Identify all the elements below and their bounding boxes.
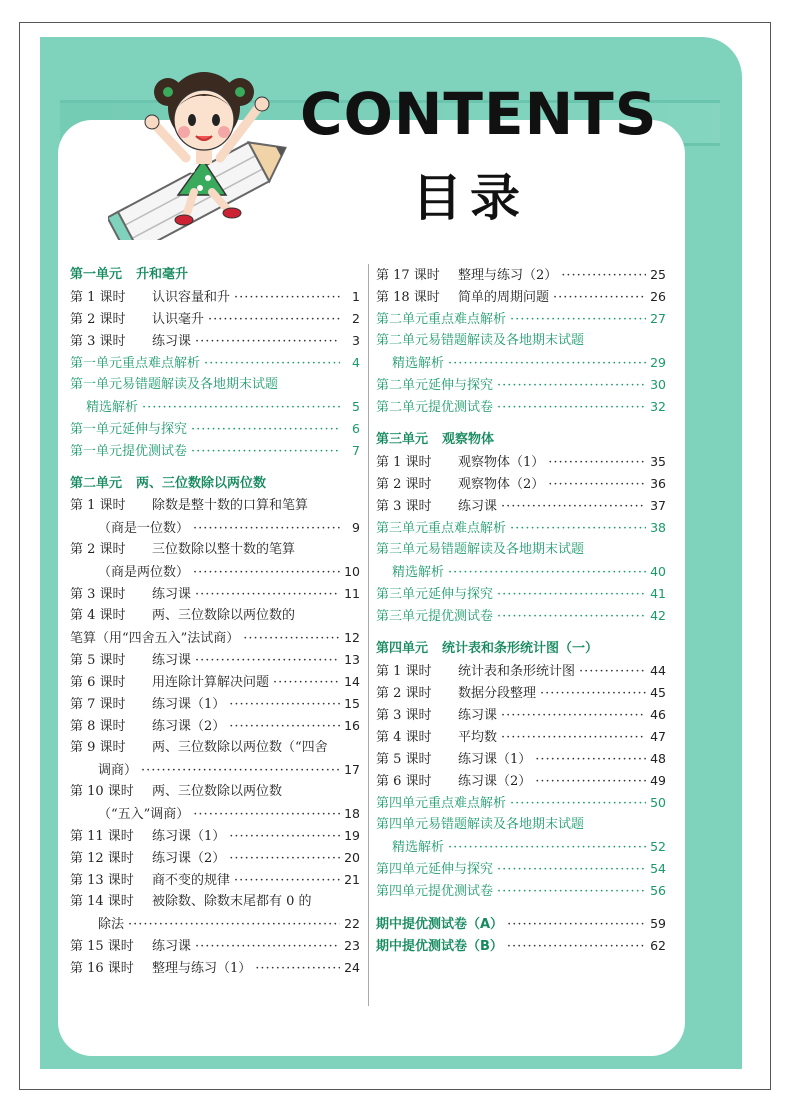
toc-lesson-entry[interactable] <box>376 748 666 770</box>
dot-leader <box>142 397 340 419</box>
toc-review-entry[interactable] <box>376 396 666 418</box>
toc-entry-title: 精选解析 <box>392 565 445 580</box>
toc-entry-title: 认识容量和升 <box>152 290 231 305</box>
toc-entry-title: 调商） <box>98 763 138 778</box>
toc-entry-title: 两、三位数除以两位数 <box>136 476 267 491</box>
toc-lesson-entry[interactable] <box>376 682 666 704</box>
toc-page-number: 50 <box>650 795 666 810</box>
toc-entry-title: 第三单元重点难点解析 <box>376 521 507 536</box>
toc-unit-heading <box>70 264 360 286</box>
toc-page-number: 40 <box>650 564 666 579</box>
dot-leader <box>243 628 340 650</box>
toc-lesson-entry[interactable] <box>70 847 360 869</box>
toc-entry-title: 两、三位数除以两位数 <box>152 784 283 799</box>
toc-entry-continuation[interactable] <box>70 561 360 583</box>
toc-lesson-entry[interactable] <box>70 781 360 803</box>
toc-entry-title: 简单的周期问题 <box>458 290 550 305</box>
dot-leader <box>535 771 646 793</box>
toc-entry-label: 第 5 课时 <box>376 752 432 767</box>
toc-entry-label: 第 6 课时 <box>376 774 432 789</box>
toc-lesson-entry[interactable] <box>70 935 360 957</box>
toc-entry-title: 练习课 <box>152 334 192 349</box>
dot-leader <box>204 353 340 375</box>
toc-entry-label: 第 7 课时 <box>70 697 126 712</box>
toc-page-number: 29 <box>650 355 666 370</box>
toc-page-number: 52 <box>650 839 666 854</box>
toc-page-number: 42 <box>650 608 666 623</box>
toc-entry-label: 第 12 课时 <box>70 851 134 866</box>
toc-entry-title: 练习课（2） <box>152 851 226 866</box>
toc-lesson-entry[interactable] <box>70 891 360 913</box>
toc-review-entry[interactable] <box>376 583 666 605</box>
toc-review-entry[interactable] <box>70 418 360 440</box>
toc-entry-title: 第四单元提优测试卷 <box>376 884 494 899</box>
toc-entry-title: 第一单元重点难点解析 <box>70 356 201 371</box>
toc-entry-label: 第 2 课时 <box>70 542 126 557</box>
toc-page-number: 41 <box>650 586 666 601</box>
toc-entry-title: 观察物体（2） <box>458 477 545 492</box>
toc-entry-title: 第四单元易错题解读及各地期末试题 <box>376 817 585 832</box>
toc-entry-label: 第 1 课时 <box>70 498 126 513</box>
toc-review-entry[interactable] <box>376 517 666 539</box>
dot-leader <box>535 749 646 771</box>
toc-entry-label: 第 16 课时 <box>70 961 134 976</box>
toc-entry-label: 第 9 课时 <box>70 740 126 755</box>
toc-lesson-entry[interactable] <box>70 286 360 308</box>
toc-entry-title: 第二单元提优测试卷 <box>376 400 494 415</box>
toc-entry-title: 期中提优测试卷（B） <box>376 939 503 954</box>
dot-leader <box>553 287 646 309</box>
toc-page-number: 26 <box>650 289 666 304</box>
toc-entry-title: 第三单元易错题解读及各地期末试题 <box>376 542 585 557</box>
toc-entry-title: 练习课 <box>458 499 498 514</box>
dot-leader <box>507 936 646 958</box>
toc-page-number: 59 <box>650 916 666 931</box>
toc-entry-label: 第 4 课时 <box>70 608 126 623</box>
dot-leader <box>229 848 340 870</box>
toc-left-column <box>70 264 360 979</box>
dot-leader <box>548 452 646 474</box>
toc-page-number: 35 <box>650 454 666 469</box>
toc-entry-continuation[interactable] <box>70 627 360 649</box>
toc-page-number: 9 <box>352 520 360 535</box>
dot-leader <box>128 914 340 936</box>
toc-entry-label: 第 4 课时 <box>376 730 432 745</box>
toc-entry-title: 被除数、除数末尾都有 0 的 <box>152 894 312 909</box>
toc-entry-label: 第一单元 <box>70 267 123 282</box>
dot-leader <box>497 606 646 628</box>
toc-entry-title: 第二单元重点难点解析 <box>376 312 507 327</box>
toc-entry-label: 第 1 课时 <box>376 664 432 679</box>
dot-leader <box>191 441 340 463</box>
toc-entry-title: 练习课 <box>152 939 192 954</box>
toc-lesson-entry[interactable] <box>376 264 666 286</box>
toc-entry-title: 整理与练习（2） <box>458 268 558 283</box>
toc-review-entry[interactable] <box>376 352 666 374</box>
toc-lesson-entry[interactable] <box>376 495 666 517</box>
toc-entry-title: 观察物体（1） <box>458 455 545 470</box>
toc-entry-title: 第四单元延伸与探究 <box>376 862 494 877</box>
toc-entry-title: 数据分段整理 <box>458 686 537 701</box>
toc-entry-title: 两、三位数除以两位数的 <box>152 608 296 623</box>
dot-leader <box>195 331 340 353</box>
dot-leader <box>448 837 646 859</box>
toc-lesson-entry[interactable] <box>70 671 360 693</box>
toc-entry-label: 第 6 课时 <box>70 675 126 690</box>
toc-entry-title: 精选解析 <box>392 840 445 855</box>
dot-leader <box>234 870 340 892</box>
dot-leader <box>229 716 340 738</box>
toc-lesson-entry[interactable] <box>376 704 666 726</box>
toc-entry-continuation[interactable] <box>70 913 360 935</box>
dot-leader <box>579 661 646 683</box>
toc-review-entry[interactable] <box>376 880 666 902</box>
contents-title-chinese: 目录 <box>412 169 528 227</box>
toc-entry-label: 第 5 课时 <box>70 653 126 668</box>
toc-page-number: 38 <box>650 520 666 535</box>
toc-lesson-entry[interactable] <box>376 726 666 748</box>
dot-leader <box>273 672 340 694</box>
toc-entry-title: 第三单元提优测试卷 <box>376 609 494 624</box>
toc-entry-label: 第三单元 <box>376 432 429 447</box>
toc-page-number: 16 <box>344 718 360 733</box>
toc-page-number: 1 <box>352 289 360 304</box>
toc-entry-label: 第四单元 <box>376 641 429 656</box>
toc-page-number: 14 <box>344 674 360 689</box>
toc-entry-title: 第二单元易错题解读及各地期末试题 <box>376 333 585 348</box>
dot-leader <box>234 287 340 309</box>
toc-unit-heading <box>376 638 666 660</box>
toc-lesson-entry[interactable] <box>70 737 360 759</box>
toc-entry-title: 练习课 <box>152 653 192 668</box>
toc-entry-title: 升和毫升 <box>136 267 189 282</box>
toc-page-number: 4 <box>352 355 360 370</box>
dot-leader <box>497 397 646 419</box>
toc-entry-continuation[interactable] <box>70 759 360 781</box>
toc-entry-title: 精选解析 <box>392 356 445 371</box>
dot-leader <box>540 683 646 705</box>
dot-leader <box>548 474 646 496</box>
toc-entry-title: 两、三位数除以两位数（“四舍 <box>152 740 328 755</box>
toc-lesson-entry[interactable] <box>70 330 360 352</box>
dot-leader <box>193 562 340 584</box>
toc-entry-title: 练习课（2） <box>152 719 226 734</box>
toc-page-number: 21 <box>344 872 360 887</box>
dot-leader <box>195 584 340 606</box>
toc-page-number: 27 <box>650 311 666 326</box>
toc-page-number: 46 <box>650 707 666 722</box>
toc-entry-label: 第 3 课时 <box>70 334 126 349</box>
toc-page-number: 15 <box>344 696 360 711</box>
toc-right-column <box>376 264 666 957</box>
toc-entry-title: 练习课（1） <box>458 752 532 767</box>
dot-leader <box>510 309 646 331</box>
toc-entry-title: 精选解析 <box>86 400 139 415</box>
toc-entry-label: 第 14 课时 <box>70 894 134 909</box>
dot-leader <box>448 353 646 375</box>
toc-entry-title: 用连除计算解决问题 <box>152 675 270 690</box>
girl-on-pencil-illustration <box>108 30 298 240</box>
toc-page-number: 44 <box>650 663 666 678</box>
toc-page-number: 45 <box>650 685 666 700</box>
toc-entry-continuation[interactable] <box>70 803 360 825</box>
dot-leader <box>191 419 340 441</box>
toc-entry-label: 第 13 课时 <box>70 873 134 888</box>
toc-page-number: 62 <box>650 938 666 953</box>
toc-entry-title: 笔算（用“四舍五入”法试商） <box>70 631 240 646</box>
toc-page-number: 30 <box>650 377 666 392</box>
toc-lesson-entry[interactable] <box>70 539 360 561</box>
toc-entry-title: 期中提优测试卷（A） <box>376 917 504 932</box>
toc-entry-title: 第一单元延伸与探究 <box>70 422 188 437</box>
toc-entry-label: 第 8 课时 <box>70 719 126 734</box>
toc-page-number: 20 <box>344 850 360 865</box>
toc-entry-title: 三位数除以整十数的笔算 <box>152 542 296 557</box>
dot-leader <box>497 859 646 881</box>
toc-page-number: 11 <box>344 586 360 601</box>
toc-page-number: 32 <box>650 399 666 414</box>
dot-leader <box>561 265 646 287</box>
toc-entry-label: 第 11 课时 <box>70 829 134 844</box>
dot-leader <box>497 584 646 606</box>
dot-leader <box>208 309 340 331</box>
toc-page-number: 5 <box>352 399 360 414</box>
toc-review-entry[interactable] <box>70 374 360 396</box>
dot-leader <box>229 826 340 848</box>
toc-page-number: 18 <box>344 806 360 821</box>
toc-page-number: 12 <box>344 630 360 645</box>
toc-unit-heading <box>70 473 360 495</box>
toc-entry-title: 第二单元延伸与探究 <box>376 378 494 393</box>
toc-page-number: 13 <box>344 652 360 667</box>
dot-leader <box>195 650 340 672</box>
toc-lesson-entry[interactable] <box>376 473 666 495</box>
toc-entry-label: 第 15 课时 <box>70 939 134 954</box>
dot-leader <box>510 518 646 540</box>
toc-entry-title: 第四单元重点难点解析 <box>376 796 507 811</box>
toc-lesson-entry[interactable] <box>70 495 360 517</box>
toc-entry-title: 第一单元提优测试卷 <box>70 444 188 459</box>
toc-entry-label: 第 1 课时 <box>376 455 432 470</box>
toc-entry-continuation[interactable] <box>70 517 360 539</box>
toc-review-entry[interactable] <box>376 330 666 352</box>
toc-lesson-entry[interactable] <box>70 583 360 605</box>
toc-entry-title: 练习课（2） <box>458 774 532 789</box>
toc-entry-title: 练习课（1） <box>152 697 226 712</box>
toc-entry-label: 第 10 课时 <box>70 784 134 799</box>
toc-entry-label: 第 3 课时 <box>70 587 126 602</box>
toc-exam-entry[interactable] <box>376 913 666 935</box>
dot-leader <box>497 375 646 397</box>
toc-lesson-entry[interactable] <box>376 660 666 682</box>
toc-review-entry[interactable] <box>376 374 666 396</box>
toc-review-entry[interactable] <box>376 792 666 814</box>
toc-entry-label: 第二单元 <box>70 476 123 491</box>
toc-entry-title: 整理与练习（1） <box>152 961 252 976</box>
dot-leader <box>501 705 646 727</box>
toc-entry-title: 第一单元易错题解读及各地期末试题 <box>70 377 279 392</box>
toc-lesson-entry[interactable] <box>70 869 360 891</box>
toc-review-entry[interactable] <box>376 539 666 561</box>
toc-entry-label: 第 2 课时 <box>376 686 432 701</box>
toc-entry-title: （“五入”调商） <box>98 807 190 822</box>
toc-review-entry[interactable] <box>376 858 666 880</box>
toc-page-number: 7 <box>352 443 360 458</box>
toc-entry-title: 第三单元延伸与探究 <box>376 587 494 602</box>
toc-page-number: 22 <box>344 916 360 931</box>
contents-title-english: CONTENTS <box>300 80 658 148</box>
toc-entry-label: 第 3 课时 <box>376 499 432 514</box>
toc-entry-title: 除数是整十数的口算和笔算 <box>152 498 309 513</box>
toc-entry-title: 统计表和条形统计图 <box>458 664 576 679</box>
toc-page-number: 56 <box>650 883 666 898</box>
toc-entry-title: 商不变的规律 <box>152 873 231 888</box>
toc-exam-entry[interactable] <box>376 935 666 957</box>
dot-leader <box>510 793 646 815</box>
toc-page-number: 37 <box>650 498 666 513</box>
toc-entry-title: 练习课 <box>458 708 498 723</box>
toc-entry-label: 第 17 课时 <box>376 268 440 283</box>
toc-page-number: 6 <box>352 421 360 436</box>
toc-review-entry[interactable] <box>376 814 666 836</box>
toc-unit-heading <box>376 429 666 451</box>
toc-entry-label: 第 2 课时 <box>70 312 126 327</box>
toc-page-number: 47 <box>650 729 666 744</box>
toc-page-number: 48 <box>650 751 666 766</box>
dot-leader <box>193 518 340 540</box>
toc-review-entry[interactable] <box>376 605 666 627</box>
toc-lesson-entry[interactable] <box>70 825 360 847</box>
toc-review-entry[interactable] <box>70 352 360 374</box>
toc-page-number: 10 <box>344 564 360 579</box>
toc-page-number: 49 <box>650 773 666 788</box>
toc-entry-label: 第 2 课时 <box>376 477 432 492</box>
toc-review-entry[interactable] <box>70 396 360 418</box>
toc-page-number: 3 <box>352 333 360 348</box>
toc-entry-title: 平均数 <box>458 730 498 745</box>
toc-entry-title: 认识毫升 <box>152 312 205 327</box>
dot-leader <box>141 760 340 782</box>
dot-leader <box>497 881 646 903</box>
toc-entry-label: 第 3 课时 <box>376 708 432 723</box>
toc-page-number: 54 <box>650 861 666 876</box>
toc-lesson-entry[interactable] <box>376 286 666 308</box>
toc-lesson-entry[interactable] <box>70 715 360 737</box>
dot-leader <box>195 936 340 958</box>
toc-entry-title: 除法 <box>98 917 125 932</box>
toc-lesson-entry[interactable] <box>70 693 360 715</box>
toc-page-number: 17 <box>344 762 360 777</box>
dot-leader <box>255 958 340 980</box>
toc-page-number: 36 <box>650 476 666 491</box>
dot-leader <box>229 694 340 716</box>
dot-leader <box>448 562 646 584</box>
toc-review-entry[interactable] <box>70 440 360 462</box>
toc-entry-title: 统计表和条形统计图（一） <box>442 641 599 656</box>
toc-entry-title: （商是一位数） <box>98 521 190 536</box>
toc-entry-title: （商是两位数） <box>98 565 190 580</box>
toc-page-number: 19 <box>344 828 360 843</box>
toc-lesson-entry[interactable] <box>70 308 360 330</box>
toc-review-entry[interactable] <box>376 308 666 330</box>
toc-entry-label: 第 1 课时 <box>70 290 126 305</box>
toc-lesson-entry[interactable] <box>70 649 360 671</box>
toc-entry-title: 练习课 <box>152 587 192 602</box>
dot-leader <box>193 804 340 826</box>
toc-page-number: 23 <box>344 938 360 953</box>
toc-lesson-entry[interactable] <box>376 770 666 792</box>
dot-leader <box>507 914 646 936</box>
toc-review-entry[interactable] <box>376 836 666 858</box>
toc-page-number: 2 <box>352 311 360 326</box>
dot-leader <box>501 496 646 518</box>
dot-leader <box>501 727 646 749</box>
toc-page-number: 25 <box>650 267 666 282</box>
toc-lesson-entry[interactable] <box>70 605 360 627</box>
toc-entry-title: 观察物体 <box>442 432 495 447</box>
toc-lesson-entry[interactable] <box>70 957 360 979</box>
toc-review-entry[interactable] <box>376 561 666 583</box>
toc-entry-label: 第 18 课时 <box>376 290 440 305</box>
column-divider <box>368 264 369 1006</box>
toc-page-number: 24 <box>344 960 360 975</box>
toc-entry-title: 练习课（1） <box>152 829 226 844</box>
toc-lesson-entry[interactable] <box>376 451 666 473</box>
